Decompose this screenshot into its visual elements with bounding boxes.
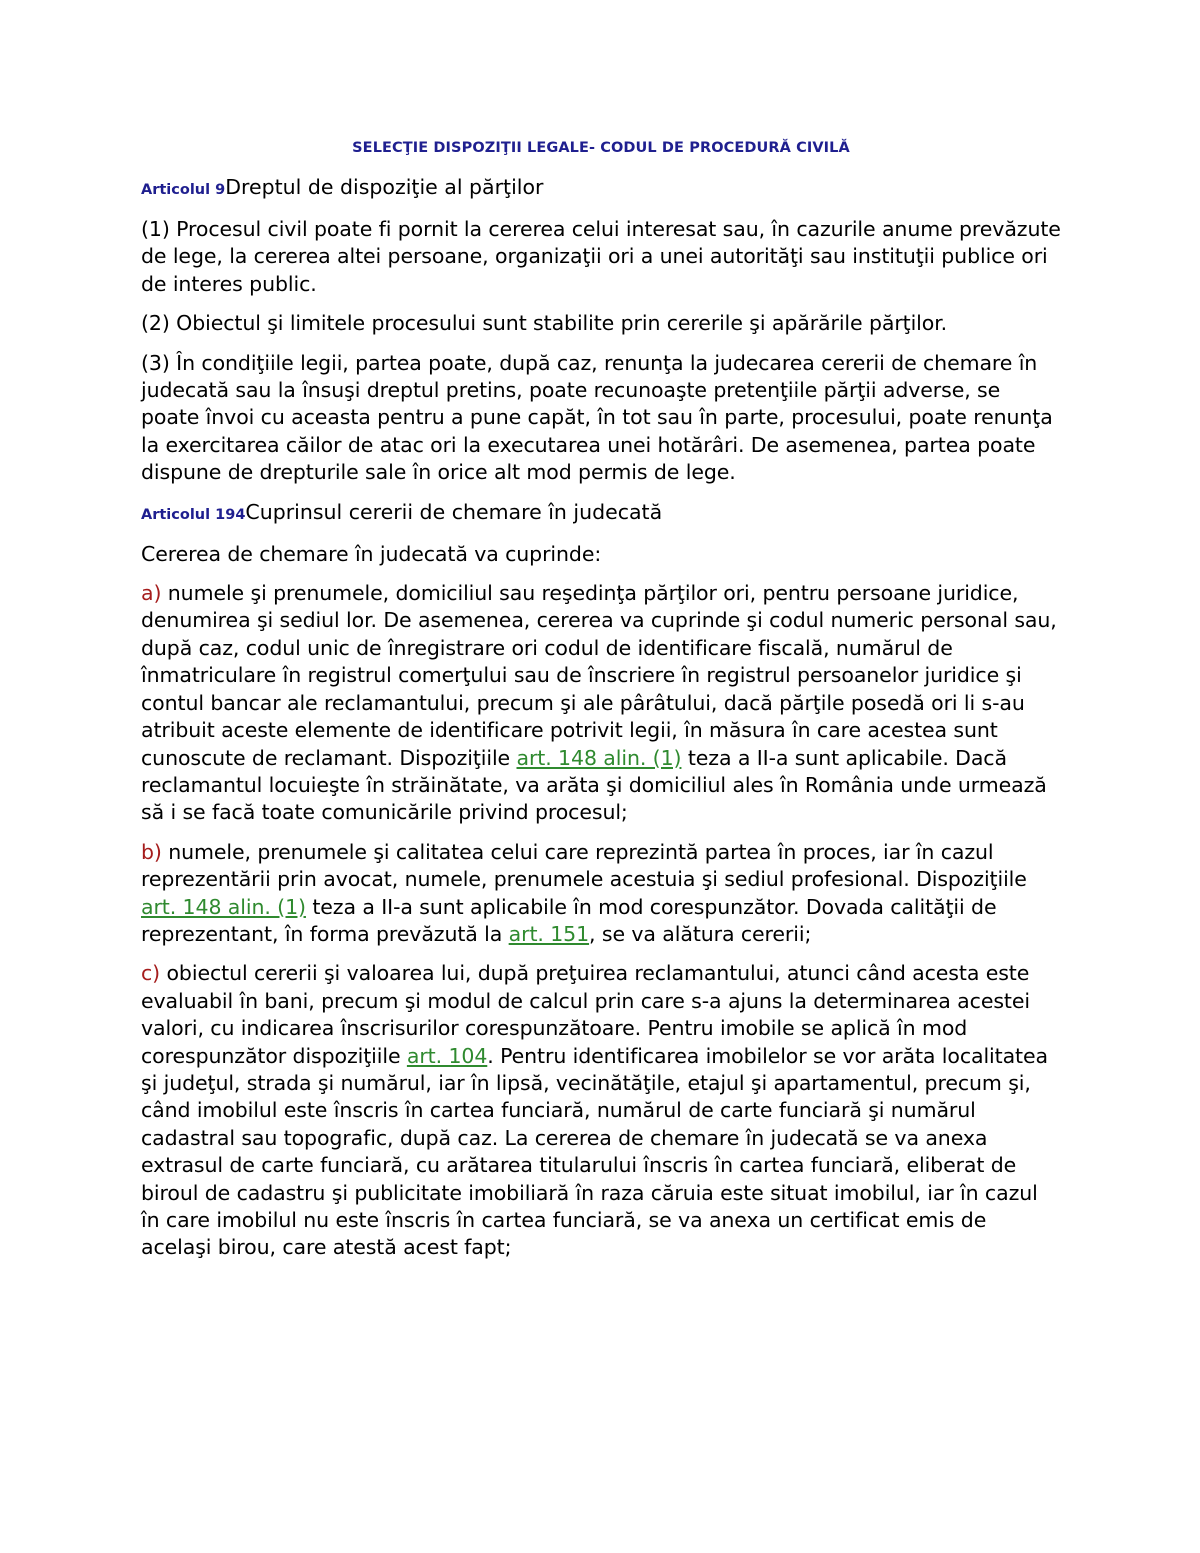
article-194-header <box>141 499 1061 529</box>
article-9-paragraph-1: (1) Procesul civil poate fi pornit la cererea celui interesat sau, în cazurile anume prevăzute de lege, la cererea altei persoane, organizaţii ori a unei autorităţi sau instituţii publice ori de interes public. <box>141 217 1061 296</box>
document-content <box>141 140 1061 1274</box>
article-9-paragraph-2: (2) Obiectul şi limitele procesului sunt stabilite prin cererile şi apărările părţilor. <box>141 311 948 336</box>
link-art-104[interactable]: art. 104 <box>406 1043 488 1068</box>
article-194-item-b <box>141 839 1061 949</box>
link-art-148-alin-1[interactable]: art. 148 alin. (1) <box>141 894 306 919</box>
article-194-intro: Cererea de chemare în judecată va cuprinde: <box>141 541 602 566</box>
link-art-148-alin-1[interactable]: art. 148 alin. (1) <box>516 745 682 770</box>
article-9-label: Articolul 9 <box>141 182 226 198</box>
article-9-paragraph-3: (3) În condiţiile legii, partea poate, după caz, renunţa la judecarea cererii de chemare în judecată sau la însuşi dreptul pretins, poate recunoaşte pretenţiile părţii adverse, se poate învoi cu aceasta pentru a pune capăt, în tot sau în parte, procesului, poate renunţa la exercitarea căilor de atac ori la executarea unei hotărâri. De asemenea, partea poate dispune de drepturile sale în orice alt mod permis de lege. <box>141 350 1053 485</box>
article-9-heading: Dreptul de dispoziţie al părţilor <box>225 175 544 199</box>
item-c-letter: c) <box>141 961 161 986</box>
item-c-text-1: obiectul cererii şi valoarea lui, după preţuirea reclamantului, atunci când acesta este evaluabil în bani, precum şi modul de calcul prin care s-a ajuns la determinarea acestei valori, cu indicarea înscrisurilor corespunzătoare. Pentru imobile se aplică în mod corespunzător dispoziţiile <box>141 961 1030 1068</box>
item-a-text-1: numele şi prenumele, domiciliul sau reşedinţa părţilor ori, pentru persoane juridice, denumirea şi sediul lor. De asemenea, cererea va cuprinde şi codul numeric personal sau, după caz, codul unic de înregistrare ori codul de identificare fiscală, numărul de înmatriculare în registrul comerţului sau de înscriere în registrul persoanelor juridice şi contul bancar ale reclamantului, precum şi ale pârâtului, dacă părţile posedă ori li s-au atribuit aceste elemente de identificare potrivit legii, în măsura în care acestea sunt cunoscute de reclamant. Dispoziţiile <box>141 581 1057 770</box>
item-b-text-1: numele, prenumele şi calitatea celui care reprezintă partea în proces, iar în cazul reprezentării prin avocat, numele, prenumele acestuia şi sediul profesional. Dispoziţiile <box>141 839 1027 892</box>
article-194-heading: Cuprinsul cererii de chemare în judecată <box>245 499 663 524</box>
article-194-item-c <box>141 960 1061 1261</box>
article-194-item-a <box>141 580 1061 827</box>
link-art-151[interactable]: art. 151 <box>508 921 590 946</box>
article-9-header <box>141 174 1061 204</box>
document-title: SELECŢIE DISPOZIŢII LEGALE- CODUL DE PROCEDURĂ CIVILĂ <box>352 140 850 156</box>
item-b-text-2: teza a II-a sunt aplicabile în mod corespunzător. Dovada calităţii de reprezentant, în forma prevăzută la <box>141 894 997 946</box>
item-b-letter: b) <box>141 839 162 864</box>
item-c-text-2: . Pentru identificarea imobilelor se vor arăta localitatea şi judeţul, strada şi numărul, iar în lipsă, vecinătăţile, etajul şi apartamentul, precum şi, când imobilul este înscris în cartea funciară, numărul de carte funciară şi numărul cadastral sau topografic, după caz. La cererea de chemare în judecată se va anexa extrasul de carte funciară, cu arătarea titularului înscris în cartea funciară, eliberat de biroul de cadastru şi publicitate imobiliară în raza căruia este situat imobilul, iar în cazul în care imobilul nu este înscris în cartea funciară, se va anexa un certificat emis de acelaşi birou, care atestă acest fapt; <box>141 1043 1048 1260</box>
item-a-text-2: teza a II-a sunt aplicabile. Dacă reclamantul locuieşte în străinătate, va arăta şi domiciliul ales în România unde urmează să i se facă toate comunicările privind procesul; <box>141 745 1047 825</box>
item-a-letter: a) <box>141 581 162 606</box>
item-b-text-3: , se va alătura cererii; <box>589 921 812 946</box>
article-194-label: Articolul 194 <box>141 506 246 523</box>
